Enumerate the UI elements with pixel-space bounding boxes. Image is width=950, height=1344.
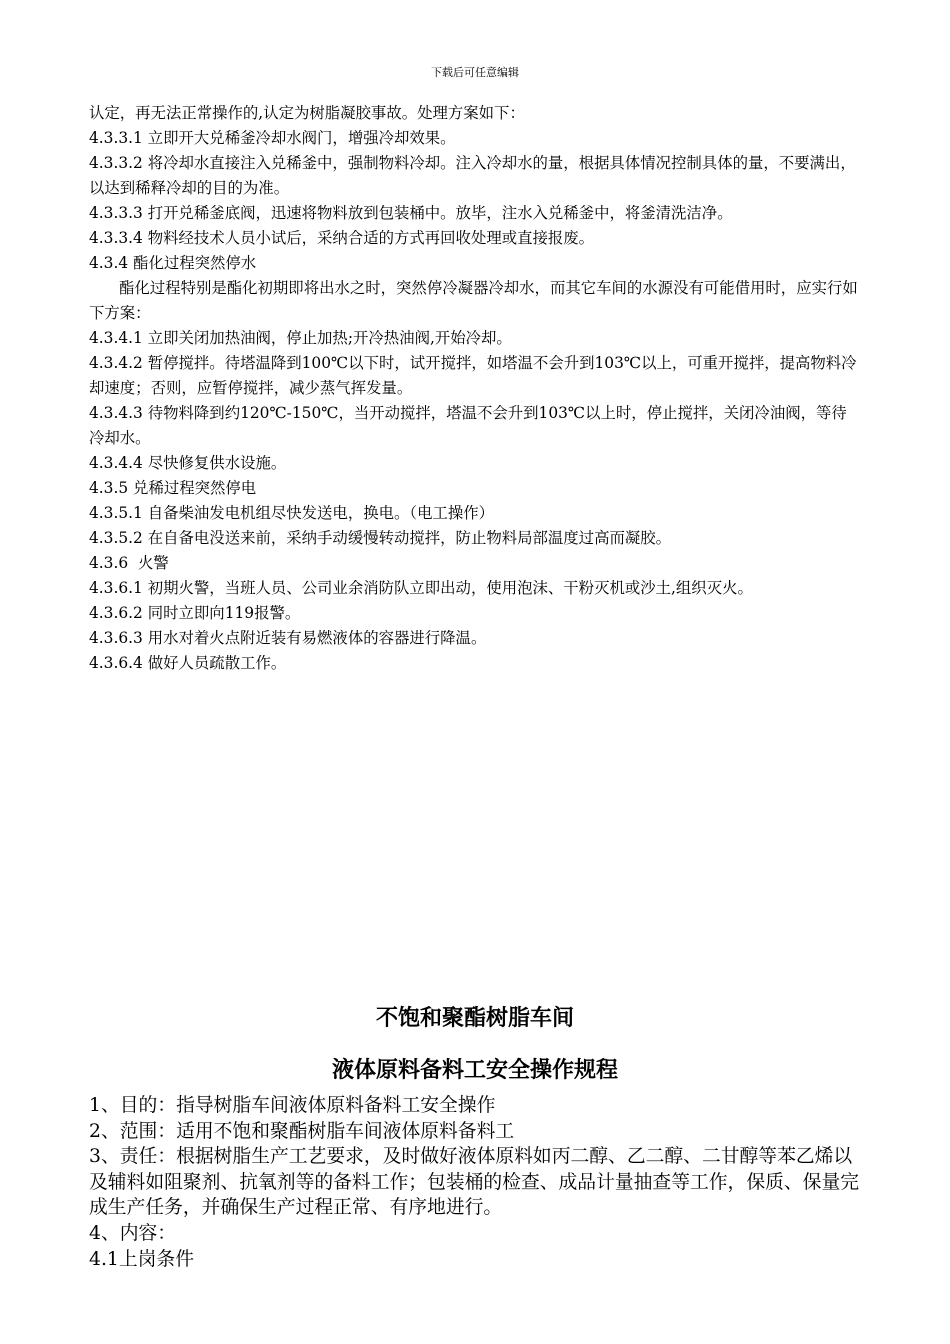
section-heading: 4.3.4 酯化过程突然停水 bbox=[89, 254, 257, 272]
document-title-block bbox=[0, 1004, 950, 1086]
paragraph: 3、责任：根据树脂生产工艺要求，及时做好液体原料如丙二醇、乙二醇、二甘醇等苯乙烯以及辅料如阻聚剂、抗氧剂等的备料工作；包装桶的检查、成品计量抽查等工作，保质、保量完成生产任务，并确保生产过程正常、有序地进行。 bbox=[89, 1146, 860, 1219]
header-note: 下载后可任意编辑 bbox=[431, 66, 519, 79]
paragraph: 4.3.4.1 立即关闭加热油阀，停止加热;开冷热油阀,开始冷却。 bbox=[89, 329, 512, 347]
paragraph: 2、范围：适用不饱和聚酯树脂车间液体原料备料工 bbox=[89, 1120, 515, 1142]
section2-body bbox=[89, 1093, 864, 1272]
paragraph: 4.3.4.4 尽快修复供水设施。 bbox=[89, 454, 287, 472]
paragraph: 4.3.3.1 立即开大兑稀釜冷却水阀门，增强冷却效果。 bbox=[89, 129, 456, 147]
paragraph: 4.3.3.4 物料经技术人员小试后，采纳合适的方式再回收处理或直接报废。 bbox=[89, 229, 595, 247]
paragraph: 4.3.5.2 在自备电没送来前，采纳手动缓慢转动搅拌，防止物料局部温度过高而凝胶。 bbox=[89, 529, 672, 547]
paragraph: 酯化过程特别是酯化初期即将出水之时，突然停冷凝器冷却水，而其它车间的水源没有可能借用时，应实行如下方案： bbox=[89, 279, 858, 322]
paragraph: 4.3.3.2 将冷却水直接注入兑稀釜中，强制物料冷却。注入冷却水的量，根据具体情况控制具体的量，不要满出，以达到稀释冷却的目的为准。 bbox=[89, 154, 856, 197]
paragraph: 4.3.5.1 自备柴油发电机组尽快发送电，换电。（电工操作） bbox=[89, 504, 495, 522]
section1-body bbox=[89, 101, 861, 676]
paragraph: 4.3.6.3 用水对着火点附近装有易燃液体的容器进行降温。 bbox=[89, 629, 487, 647]
paragraph: 4.3.6.1 初期火警，当班人员、公司业余消防队立即出动，使用泡沫、干粉灭机或沙土,组织灭火。 bbox=[89, 579, 753, 597]
paragraph: 认定，再无法正常操作的,认定为树脂凝胶事故。处理方案如下： bbox=[89, 104, 525, 122]
paragraph: 1、目的：指导树脂车间液体原料备料工安全操作 bbox=[89, 1095, 496, 1116]
paragraph: 4.3.4.2 暂停搅拌。待塔温降到100℃以下时，试开搅拌，如塔温不会升到103℃以上，可重开搅拌，提高物料冷却速度；否则，应暂停搅拌，减少蒸气挥发量。 bbox=[89, 354, 857, 397]
document-title: 不饱和聚酯树脂车间 bbox=[375, 1006, 574, 1031]
paragraph: 4.1上岗条件 bbox=[89, 1248, 194, 1270]
paragraph: 4.3.3.3 打开兑稀釜底阀，迅速将物料放到包装桶中。放毕，注水入兑稀釜中，将釜清洗洁净。 bbox=[89, 204, 733, 222]
document-subtitle: 液体原料备料工安全操作规程 bbox=[331, 1058, 618, 1083]
section-heading: 4.3.6 火警 bbox=[89, 554, 169, 572]
paragraph: 4.3.6.2 同时立即向119报警。 bbox=[89, 604, 301, 622]
section-heading: 4.3.5 兑稀过程突然停电 bbox=[89, 479, 257, 497]
paragraph: 4、内容： bbox=[89, 1222, 177, 1244]
paragraph: 4.3.6.4 做好人员疏散工作。 bbox=[89, 654, 287, 672]
paragraph: 4.3.4.3 待物料降到约120℃-150℃，当开动搅拌，塔温不会升到103℃以上时，停止搅拌，关闭冷油阀，等待冷却水。 bbox=[89, 404, 847, 447]
